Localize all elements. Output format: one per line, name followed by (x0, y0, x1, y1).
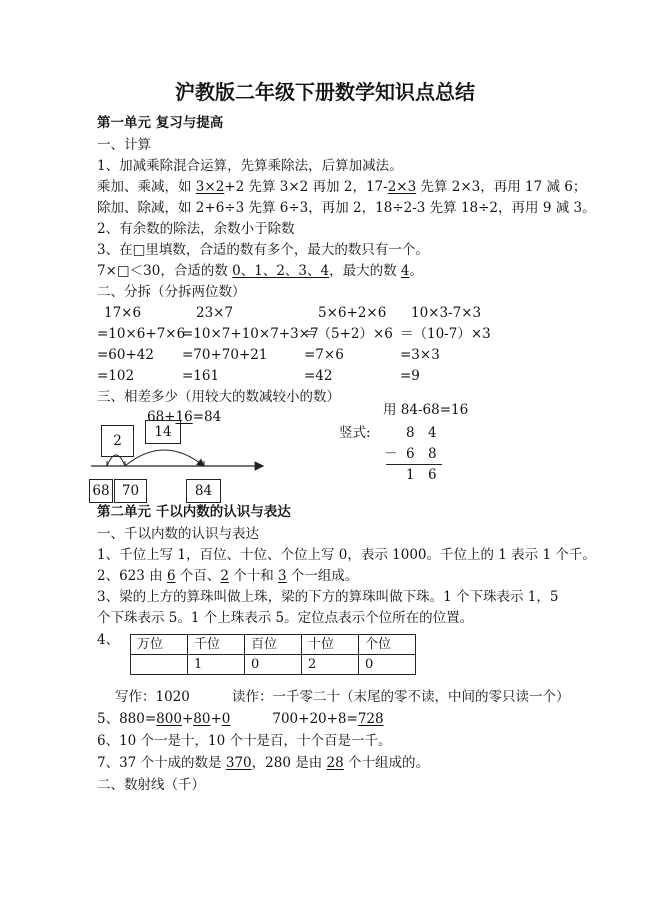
place-value-header-row (131, 635, 416, 655)
split-col1-r1: 17×6 (104, 305, 142, 321)
split-col2-r1: 23×7 (196, 305, 234, 321)
unit1-line1: 1、加减乘除混合运算，先算乘除法，后算加减法。 (97, 158, 403, 174)
split-col3-r3: =7×6 (304, 347, 344, 363)
difference-right-equation: 用 84-68=16 (383, 402, 469, 418)
box-bottom-84: 84 (186, 479, 221, 503)
unit1-heading: 第一单元 复习与提高 (97, 115, 224, 131)
page-title: 沪教版二年级下册数学知识点总结 (175, 80, 475, 104)
header-thousands: 千位 (188, 635, 245, 655)
split-col1-r3: =60+42 (97, 347, 154, 363)
cell-hundreds: 0 (245, 655, 302, 675)
cell-ones: 0 (359, 655, 416, 675)
vertical-r1-tens: 8 (406, 425, 415, 441)
difference-equation: 68+16=84 (147, 409, 222, 425)
vertical-minus: － (384, 446, 398, 462)
box-top-2: 2 (101, 425, 134, 457)
place-value-table (130, 634, 416, 675)
unit2-line7: 7、37 个十成的数是 370，280 是由 28 个十组成的。 (97, 755, 429, 771)
vertical-r2-tens: 6 (406, 446, 415, 462)
unit2-line5: 5、880=800+80+0 700+20+8=728 (97, 711, 384, 727)
split-col3-r1: 5×6+2×6 (318, 305, 387, 321)
unit2-line6: 6、10 个一是十，10 个十是百，十个百是一千。 (97, 733, 392, 749)
split-col4-r3: =3×3 (400, 347, 440, 363)
split-col4-r2: ＝（10-7）×3 (400, 326, 491, 342)
unit2-line2: 2、623 由 6 个百、2 个十和 3 个一组成。 (97, 568, 359, 584)
box-bottom-68: 68 (89, 479, 113, 503)
split-col4-r4: =9 (400, 368, 420, 384)
unit1-line2: 乘加、乘减，如 3×2+2 先算 3×2 再加 2，17-2×3 先算 2×3，再用 17 减 6； (97, 179, 587, 195)
unit1-sec1: 一、计算 (97, 137, 151, 153)
unit1-line3: 除加、除减，如 2+6÷3 先算 6÷3，再加 2，18÷2-3 先算 18÷2，再用 9 减 3。 (97, 200, 596, 216)
box-top-14: 14 (145, 420, 181, 444)
split-col1-r4: =102 (97, 368, 135, 384)
vertical-r3-ones: 6 (428, 467, 437, 483)
split-col2-r3: =70+70+21 (182, 347, 268, 363)
header-ten-thousands: 万位 (131, 635, 188, 655)
vertical-r2-ones: 8 (428, 446, 437, 462)
unit1-line6: 7×□＜30，合适的数 0、1、2、3、4，最大的数 4。 (97, 263, 423, 279)
unit2-sec1: 一、千以内数的认识与表达 (97, 526, 259, 542)
unit2-heading: 第二单元 千以内数的认识与表达 (97, 504, 291, 520)
unit1-line5: 3、在□里填数，合适的数有多个，最大的数只有一个。 (97, 242, 429, 258)
unit2-line3b: 个下珠表示 5。1 个上珠表示 5。定位点表示个位所在的位置。 (97, 610, 474, 626)
header-ones: 个位 (359, 635, 416, 655)
unit2-line3a: 3、梁的上方的算珠叫做上珠，梁的下方的算珠叫做下珠。1 个下珠表示 1，5 (97, 589, 559, 605)
read-as: 读作：一千零二十（末尾的零不读，中间的零只读一个） (232, 689, 570, 705)
header-tens: 十位 (302, 635, 359, 655)
place-value-row (131, 655, 416, 675)
vertical-r1-ones: 4 (428, 425, 437, 441)
split-col2-r2: =10×7+10×7+3×7 (182, 326, 319, 342)
number-line-diagram (88, 436, 268, 476)
cell-ten-thousands (131, 655, 188, 675)
box-bottom-70: 70 (114, 479, 147, 503)
split-col3-r2: ＝（5+2）×6 (304, 326, 393, 342)
split-col4-r1: 10×3-7×3 (411, 305, 482, 321)
header-hundreds: 百位 (245, 635, 302, 655)
split-col2-r4: =161 (182, 368, 220, 384)
unit1-sec2: 二、分拆（分拆两位数） (97, 284, 246, 300)
unit1-sec3: 三、相差多少（用较大的数减较小的数） (97, 389, 340, 405)
write-as: 写作：1020 (115, 689, 190, 705)
vertical-r3-tens: 1 (406, 467, 415, 483)
unit2-sec2: 二、数射线（千） (97, 777, 205, 793)
arc-2 (107, 455, 125, 466)
unit2-line1: 1、千位上写 1，百位、十位、个位上写 0，表示 1000。千位上的 1 表示 1 个千。 (97, 547, 596, 563)
split-col3-r4: =42 (304, 368, 333, 384)
split-col1-r2: =10×6+7×6 (97, 326, 186, 342)
unit2-line4: 4、 (97, 632, 120, 648)
cell-tens: 2 (302, 655, 359, 675)
cell-thousands: 1 (188, 655, 245, 675)
vertical-label: 竖式: (339, 425, 371, 441)
unit1-line4: 2、有余数的除法，余数小于除数 (97, 221, 295, 237)
arc-14 (125, 450, 204, 466)
